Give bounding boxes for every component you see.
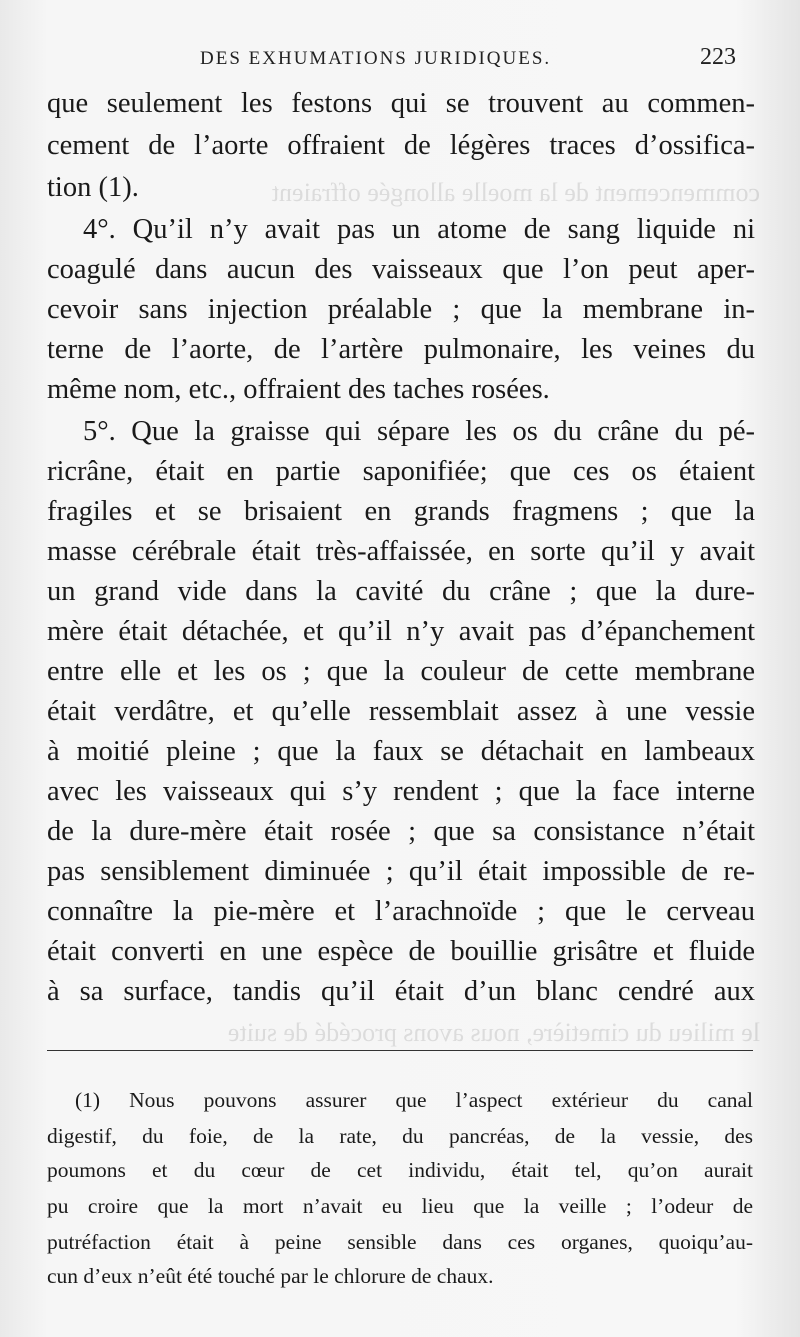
body-line: cement de l’aorte offraient de légères traces d’ossifica- [47, 130, 755, 161]
footnote-line: poumons et du cœur de cet individu, était tel, qu’on aurait [47, 1158, 753, 1182]
body-line: terne de l’aorte, de l’artère pulmonaire, les veines du [47, 334, 755, 365]
footnote-line: putréfaction était à peine sensible dans ces organes, quoiqu’au- [47, 1230, 753, 1254]
body-line: à moitié pleine ; que la faux se détachait en lambeaux [47, 736, 755, 767]
body-line: de la dure-mère était rosée ; que sa consistance n’était [47, 816, 755, 847]
footnote-line: digestif, du foie, de la rate, du pancréas, de la vessie, des [47, 1124, 753, 1148]
body-line: avec les vaisseaux qui s’y rendent ; que la face interne [47, 776, 755, 807]
body-line: fragiles et se brisaient en grands fragmens ; que la [47, 496, 755, 527]
body-line: pas sensiblement diminuée ; qu’il était impossible de re- [47, 856, 755, 887]
body-line [47, 210, 755, 250]
page-header [0, 44, 800, 84]
body-line: 5°. Que la graisse qui sépare les os du crâne du pé- [83, 416, 755, 447]
footnote-line: (1) Nous pouvons assurer que l’aspect extérieur du canal [75, 1088, 753, 1112]
body-line: masse cérébrale était très-affaissée, en sorte qu’il y avait [47, 536, 755, 567]
body-line: mère était détachée, et qu’il n’y avait pas d’épanchement [47, 616, 755, 647]
body-line: coagulé dans aucun des vaisseaux que l’on peut aper- [47, 254, 755, 285]
body-line: connaître la pie-mère et l’arachnoïde ; que le cerveau [47, 896, 755, 927]
footnote-divider [47, 1050, 753, 1051]
body-line: tion (1). [47, 172, 139, 203]
body-line: un grand vide dans la cavité du crâne ; que la dure- [47, 576, 755, 607]
running-head: DES EXHUMATIONS JURIDIQUES. [200, 48, 552, 69]
page-number: 223 [700, 44, 736, 70]
body-line: à sa surface, tandis qu’il était d’un blanc cendré aux [47, 976, 755, 1007]
footnote-line: pu croire que la mort n’avait eu lieu que la veille ; l’odeur de [47, 1194, 753, 1218]
body-line: entre elle et les os ; que la couleur de cette membrane [47, 656, 755, 687]
body-line: était converti en une espèce de bouillie grisâtre et fluide [47, 936, 755, 967]
body-line: ricrâne, était en partie saponifiée; que ces os étaient [47, 456, 755, 487]
bleed-through: le milieu du cimetière, nous avons procédé de suite [227, 1018, 760, 1047]
body-line: était verdâtre, et qu’elle ressemblait assez à une vessie [47, 696, 755, 727]
body-line: cevoir sans injection préalable ; que la membrane in- [47, 294, 755, 325]
footnote-line: cun d’eux n’eût été touché par le chlorure de chaux. [47, 1264, 494, 1288]
body-line: même nom, etc., offraient des taches rosées. [47, 374, 550, 405]
bleed-through: commencement de la moelle allongée offraient [271, 178, 760, 207]
body-line: que seulement les festons qui se trouvent au commen- [47, 88, 755, 119]
body-line-segment: 4°. Qu’il n’y avait pas un atome de sang liquide ni [83, 214, 755, 245]
